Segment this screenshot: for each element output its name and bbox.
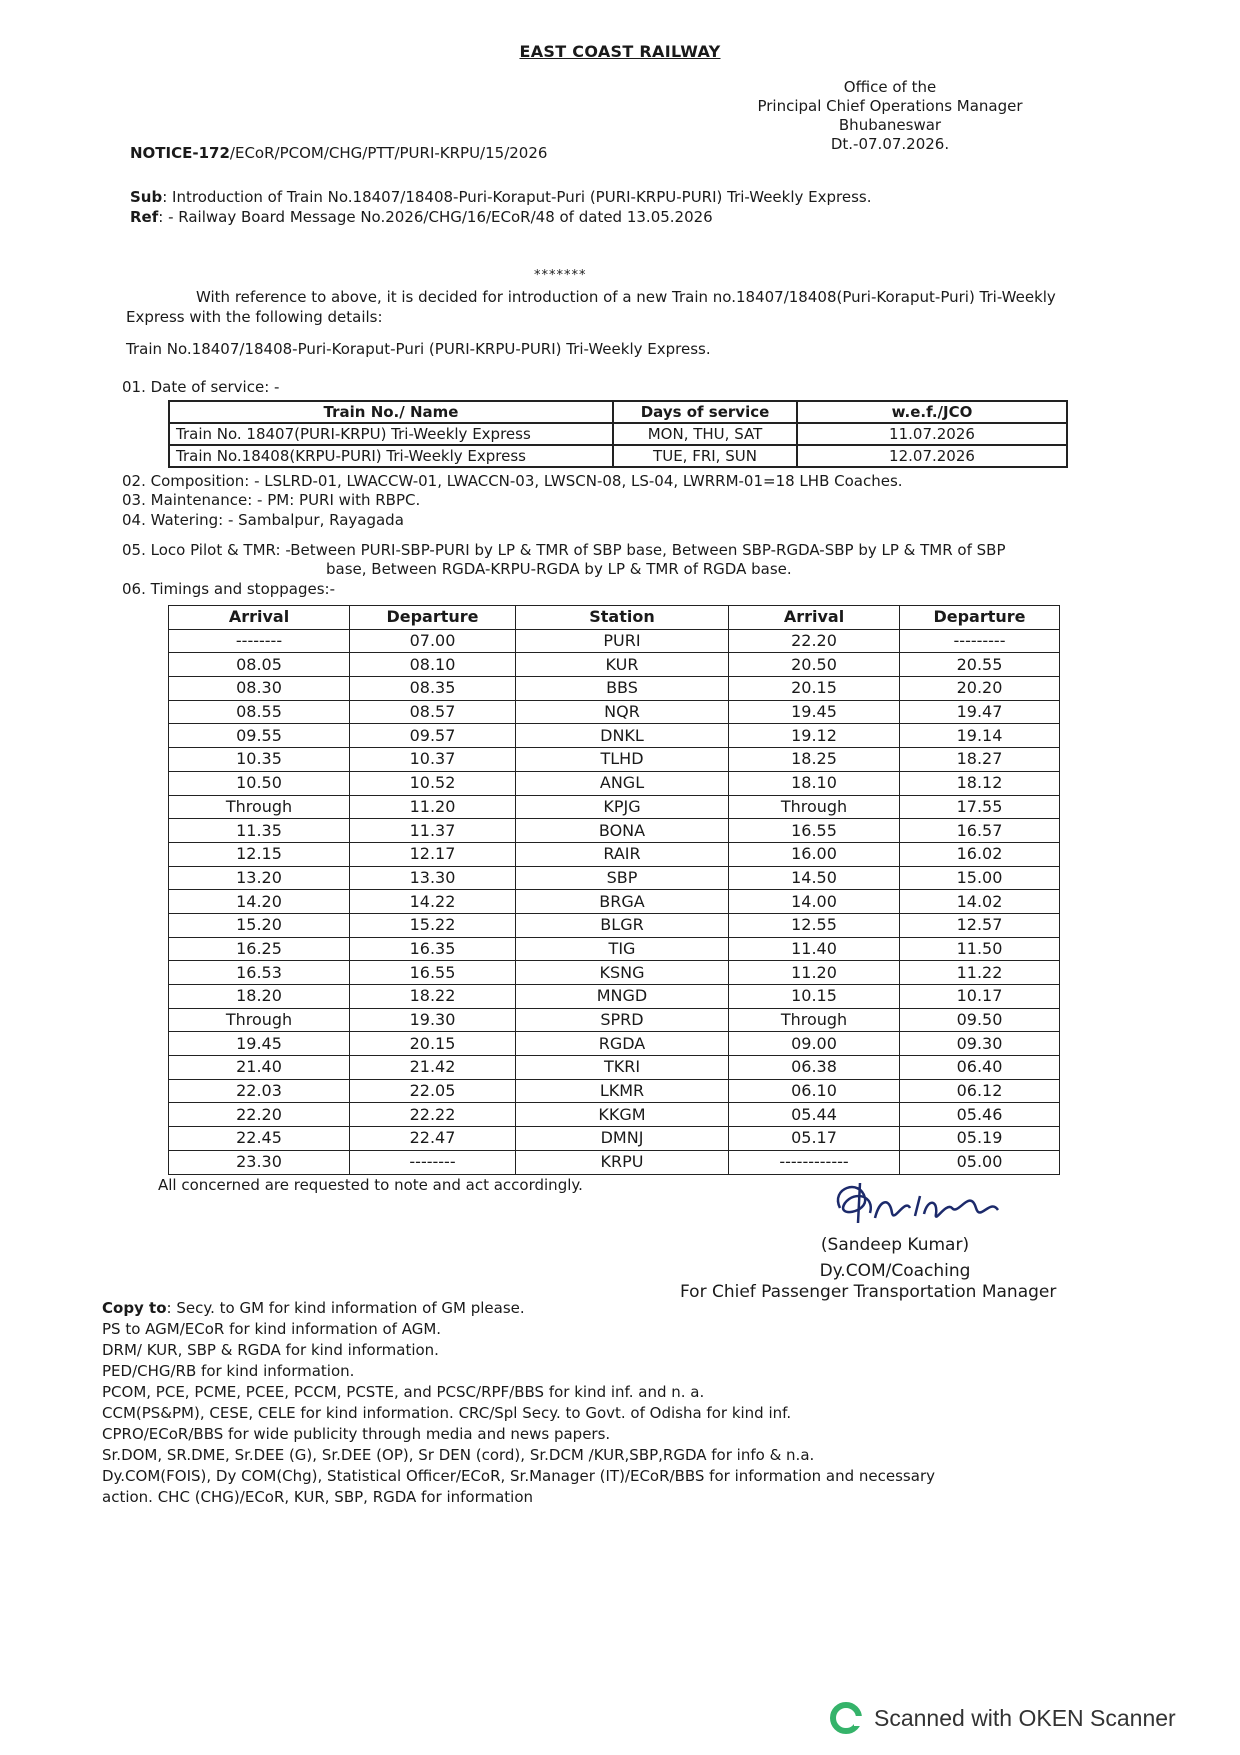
station-cell: DMNJ — [516, 1127, 729, 1151]
table-row — [169, 748, 1060, 772]
table-row — [169, 653, 1060, 677]
arrival-up-cell: 11.20 — [729, 961, 900, 985]
table-row — [169, 1032, 1060, 1056]
table-row — [169, 866, 1060, 890]
table-row — [169, 819, 1060, 843]
arrival-down-cell: Through — [169, 795, 350, 819]
departure-up-cell: 05.00 — [900, 1150, 1060, 1174]
table-row — [169, 1079, 1060, 1103]
arrival-up-cell: 18.10 — [729, 771, 900, 795]
arrival-down-cell: 23.30 — [169, 1150, 350, 1174]
arrival-down-cell: 15.20 — [169, 913, 350, 937]
train-name-cell: Train No. 18407(PURI-KRPU) Tri-Weekly Express — [169, 423, 613, 445]
copy-line: PED/CHG/RB for kind information. — [102, 1362, 355, 1380]
departure-up-cell: 19.47 — [900, 700, 1060, 724]
arrival-down-cell: 08.30 — [169, 677, 350, 701]
departure-up-cell: 18.27 — [900, 748, 1060, 772]
station-cell: KSNG — [516, 961, 729, 985]
station-cell: KUR — [516, 653, 729, 677]
copy-first-text: : Secy. to GM for kind information of GM please. — [166, 1299, 525, 1317]
arrival-down-cell: 08.05 — [169, 653, 350, 677]
item-timings: 06. Timings and stoppages:- — [122, 580, 336, 598]
signature-scribble — [820, 1178, 1020, 1238]
departure-down-cell: 07.00 — [350, 629, 516, 653]
arrival-down-cell: 14.20 — [169, 890, 350, 914]
item-composition: 02. Composition: - LSLRD-01, LWACCW-01, LWACCN-03, LWSCN-08, LS-04, LWRRM-01=18 LHB Coaches. — [122, 472, 903, 490]
arrival-down-cell: 11.35 — [169, 819, 350, 843]
arrival-up-cell: 05.17 — [729, 1127, 900, 1151]
arrival-down-cell: 16.25 — [169, 937, 350, 961]
header-departure-down: Departure — [350, 606, 516, 630]
departure-down-cell: 16.55 — [350, 961, 516, 985]
departure-up-cell: 05.19 — [900, 1127, 1060, 1151]
arrival-down-cell: 08.55 — [169, 700, 350, 724]
item-loco-pilot-continued: base, Between RGDA-KRPU-RGDA by LP & TMR of RGDA base. — [326, 560, 792, 578]
timing-table-body — [169, 629, 1060, 1174]
station-cell: BLGR — [516, 913, 729, 937]
copy-line: Sr.DOM, SR.DME, Sr.DEE (G), Sr.DEE (OP), Sr DEN (cord), Sr.DCM /KUR,SBP,RGDA for info & n.a. — [102, 1446, 815, 1464]
arrival-down-cell: 22.20 — [169, 1103, 350, 1127]
notice-number — [130, 144, 547, 162]
arrival-up-cell: 16.55 — [729, 819, 900, 843]
days-cell: TUE, FRI, SUN — [613, 445, 797, 467]
table-row — [169, 700, 1060, 724]
intro-paragraph: With reference to above, it is decided for introduction of a new Train no.18407/18408(Puri-Koraput-Puri) Tri-Weekly Express with the following details: — [126, 288, 1056, 326]
subject-line — [130, 188, 872, 206]
departure-down-cell: 12.17 — [350, 842, 516, 866]
watermark-text: Scanned with OKEN Scanner — [874, 1704, 1176, 1731]
table-row — [169, 1150, 1060, 1174]
arrival-up-cell: 06.10 — [729, 1079, 900, 1103]
table-row — [169, 795, 1060, 819]
station-cell: TKRI — [516, 1056, 729, 1080]
departure-down-cell: -------- — [350, 1150, 516, 1174]
arrival-down-cell: 22.03 — [169, 1079, 350, 1103]
departure-up-cell: 09.30 — [900, 1032, 1060, 1056]
header-arrival-down: Arrival — [169, 606, 350, 630]
table-row — [169, 771, 1060, 795]
service-table-header — [169, 401, 1067, 423]
header-days-of-service: Days of service — [613, 401, 797, 423]
signatory-block — [770, 1232, 1020, 1284]
notice-reference: /ECoR/PCOM/CHG/PTT/PURI-KRPU/15/2026 — [229, 144, 548, 162]
arrival-up-cell: 22.20 — [729, 629, 900, 653]
departure-up-cell: 11.50 — [900, 937, 1060, 961]
reference-text: : - Railway Board Message No.2026/CHG/16/ECoR/48 of dated 13.05.2026 — [158, 208, 713, 226]
reference-line — [130, 208, 713, 226]
arrival-up-cell: Through — [729, 1008, 900, 1032]
departure-down-cell: 20.15 — [350, 1032, 516, 1056]
arrival-up-cell: ------------ — [729, 1150, 900, 1174]
arrival-up-cell: 05.44 — [729, 1103, 900, 1127]
copy-to-list — [102, 1298, 935, 1508]
table-row — [169, 961, 1060, 985]
arrival-down-cell: Through — [169, 1008, 350, 1032]
arrival-down-cell: 09.55 — [169, 724, 350, 748]
station-cell: LKMR — [516, 1079, 729, 1103]
station-cell: DNKL — [516, 724, 729, 748]
days-cell: MON, THU, SAT — [613, 423, 797, 445]
departure-down-cell: 19.30 — [350, 1008, 516, 1032]
table-row — [169, 985, 1060, 1009]
train-title-line: Train No.18407/18408-Puri-Koraput-Puri (PURI-KRPU-PURI) Tri-Weekly Express. — [126, 340, 711, 358]
departure-down-cell: 21.42 — [350, 1056, 516, 1080]
arrival-down-cell: 13.20 — [169, 866, 350, 890]
departure-up-cell: 17.55 — [900, 795, 1060, 819]
notice-prefix: NOTICE-172 — [130, 144, 230, 162]
departure-up-cell: 14.02 — [900, 890, 1060, 914]
arrival-down-cell: -------- — [169, 629, 350, 653]
table-row — [169, 724, 1060, 748]
station-cell: RGDA — [516, 1032, 729, 1056]
departure-down-cell: 16.35 — [350, 937, 516, 961]
table-row — [169, 842, 1060, 866]
arrival-down-cell: 18.20 — [169, 985, 350, 1009]
station-cell: SBP — [516, 866, 729, 890]
arrival-up-cell: 06.38 — [729, 1056, 900, 1080]
arrival-up-cell: Through — [729, 795, 900, 819]
table-row — [169, 677, 1060, 701]
oken-scanner-logo-icon — [830, 1702, 862, 1734]
service-table — [168, 400, 1068, 468]
departure-down-cell: 08.10 — [350, 653, 516, 677]
copy-line: PCOM, PCE, PCME, PCEE, PCCM, PCSTE, and PCSC/RPF/BBS for kind inf. and n. a. — [102, 1383, 705, 1401]
station-cell: ANGL — [516, 771, 729, 795]
departure-down-cell: 11.37 — [350, 819, 516, 843]
table-row — [169, 1103, 1060, 1127]
train-name-cell: Train No.18408(KRPU-PURI) Tri-Weekly Express — [169, 445, 613, 467]
station-cell: BONA — [516, 819, 729, 843]
subject-text: : Introduction of Train No.18407/18408-Puri-Koraput-Puri (PURI-KRPU-PURI) Tri-Weekly Express. — [162, 188, 872, 206]
station-cell: TIG — [516, 937, 729, 961]
departure-up-cell: 09.50 — [900, 1008, 1060, 1032]
signatory-designation: Dy.COM/Coaching — [819, 1261, 971, 1281]
office-line: Office of the — [843, 78, 937, 96]
departure-up-cell: 12.57 — [900, 913, 1060, 937]
item-loco-pilot: 05. Loco Pilot & TMR: -Between PURI-SBP-PURI by LP & TMR of SBP base, Between SBP-RGDA-SBP by LP & TMR of SBP — [122, 541, 1006, 559]
wef-cell: 11.07.2026 — [797, 423, 1067, 445]
table-row — [169, 890, 1060, 914]
departure-down-cell: 18.22 — [350, 985, 516, 1009]
station-cell: RAIR — [516, 842, 729, 866]
arrival-down-cell: 19.45 — [169, 1032, 350, 1056]
arrival-up-cell: 10.15 — [729, 985, 900, 1009]
station-cell: KPJG — [516, 795, 729, 819]
arrival-up-cell: 20.15 — [729, 677, 900, 701]
station-cell: KKGM — [516, 1103, 729, 1127]
copy-label: Copy to — [102, 1299, 167, 1317]
table-row — [169, 1008, 1060, 1032]
table-row — [169, 423, 1067, 445]
arrival-down-cell: 22.45 — [169, 1127, 350, 1151]
arrival-up-cell: 20.50 — [729, 653, 900, 677]
copy-line: DRM/ KUR, SBP & RGDA for kind information. — [102, 1341, 439, 1359]
departure-up-cell: 15.00 — [900, 866, 1060, 890]
arrival-down-cell: 10.35 — [169, 748, 350, 772]
table-row — [169, 1056, 1060, 1080]
arrival-up-cell: 14.00 — [729, 890, 900, 914]
table-row — [169, 629, 1060, 653]
arrival-up-cell: 12.55 — [729, 913, 900, 937]
office-address — [740, 78, 1040, 154]
header-arrival-up: Arrival — [729, 606, 900, 630]
departure-down-cell: 09.57 — [350, 724, 516, 748]
station-cell: BBS — [516, 677, 729, 701]
departure-up-cell: 18.12 — [900, 771, 1060, 795]
departure-up-cell: 19.14 — [900, 724, 1060, 748]
copy-first-line — [102, 1298, 935, 1319]
departure-up-cell: 16.02 — [900, 842, 1060, 866]
departure-up-cell: --------- — [900, 629, 1060, 653]
header-station: Station — [516, 606, 729, 630]
departure-down-cell: 08.57 — [350, 700, 516, 724]
arrival-up-cell: 09.00 — [729, 1032, 900, 1056]
signatory-for: For Chief Passenger Transportation Manager — [680, 1282, 1057, 1302]
scanner-watermark — [830, 1702, 1176, 1734]
table-row — [169, 913, 1060, 937]
arrival-up-cell: 11.40 — [729, 937, 900, 961]
arrival-up-cell: 14.50 — [729, 866, 900, 890]
table-row — [169, 937, 1060, 961]
reference-label: Ref — [130, 208, 159, 226]
station-cell: KRPU — [516, 1150, 729, 1174]
timing-table-header — [169, 606, 1060, 630]
closing-note: All concerned are requested to note and act accordingly. — [158, 1176, 583, 1194]
departure-down-cell: 22.05 — [350, 1079, 516, 1103]
arrival-down-cell: 12.15 — [169, 842, 350, 866]
departure-up-cell: 05.46 — [900, 1103, 1060, 1127]
office-line: Bhubaneswar — [838, 116, 942, 134]
arrival-up-cell: 19.45 — [729, 700, 900, 724]
departure-up-cell: 06.12 — [900, 1079, 1060, 1103]
arrival-up-cell: 18.25 — [729, 748, 900, 772]
separator-stars: ******* — [534, 268, 587, 283]
table-row — [169, 445, 1067, 467]
departure-down-cell: 13.30 — [350, 866, 516, 890]
timing-table — [168, 605, 1060, 1175]
copy-line: PS to AGM/ECoR for kind information of AGM. — [102, 1320, 442, 1338]
arrival-down-cell: 10.50 — [169, 771, 350, 795]
departure-down-cell: 22.22 — [350, 1103, 516, 1127]
departure-up-cell: 20.55 — [900, 653, 1060, 677]
station-cell: SPRD — [516, 1008, 729, 1032]
station-cell: MNGD — [516, 985, 729, 1009]
departure-up-cell: 20.20 — [900, 677, 1060, 701]
copy-line: CPRO/ECoR/BBS for wide publicity through media and news papers. — [102, 1425, 611, 1443]
subject-label: Sub — [130, 188, 163, 206]
signatory-name: (Sandeep Kumar) — [820, 1235, 970, 1255]
station-cell: TLHD — [516, 748, 729, 772]
station-cell: BRGA — [516, 890, 729, 914]
header-train-name: Train No./ Name — [169, 401, 613, 423]
copy-line: CCM(PS&PM), CESE, CELE for kind information. CRC/Spl Secy. to Govt. of Odisha for kind inf. — [102, 1404, 792, 1422]
departure-up-cell: 06.40 — [900, 1056, 1060, 1080]
departure-down-cell: 22.47 — [350, 1127, 516, 1151]
arrival-up-cell: 19.12 — [729, 724, 900, 748]
copy-line: Dy.COM(FOIS), Dy COM(Chg), Statistical Officer/ECoR, Sr.Manager (IT)/ECoR/BBS for information and necessary — [102, 1467, 935, 1485]
arrival-down-cell: 16.53 — [169, 961, 350, 985]
item-date-of-service: 01. Date of service: - — [122, 378, 280, 396]
departure-down-cell: 08.35 — [350, 677, 516, 701]
arrival-up-cell: 16.00 — [729, 842, 900, 866]
station-cell: PURI — [516, 629, 729, 653]
office-line: Principal Chief Operations Manager — [757, 97, 1023, 115]
departure-down-cell: 15.22 — [350, 913, 516, 937]
station-cell: NQR — [516, 700, 729, 724]
item-maintenance: 03. Maintenance: - PM: PURI with RBPC. — [122, 491, 421, 509]
departure-down-cell: 14.22 — [350, 890, 516, 914]
departure-up-cell: 10.17 — [900, 985, 1060, 1009]
departure-down-cell: 10.52 — [350, 771, 516, 795]
arrival-down-cell: 21.40 — [169, 1056, 350, 1080]
copy-line: action. CHC (CHG)/ECoR, KUR, SBP, RGDA for information — [102, 1488, 534, 1506]
header-wef: w.e.f./JCO — [797, 401, 1067, 423]
table-row — [169, 1127, 1060, 1151]
header-departure-up: Departure — [900, 606, 1060, 630]
document-title: EAST COAST RAILWAY — [519, 42, 721, 61]
departure-down-cell: 10.37 — [350, 748, 516, 772]
departure-up-cell: 11.22 — [900, 961, 1060, 985]
office-date: Dt.-07.07.2026. — [830, 135, 950, 153]
departure-down-cell: 11.20 — [350, 795, 516, 819]
wef-cell: 12.07.2026 — [797, 445, 1067, 467]
item-watering: 04. Watering: - Sambalpur, Rayagada — [122, 511, 404, 529]
departure-up-cell: 16.57 — [900, 819, 1060, 843]
